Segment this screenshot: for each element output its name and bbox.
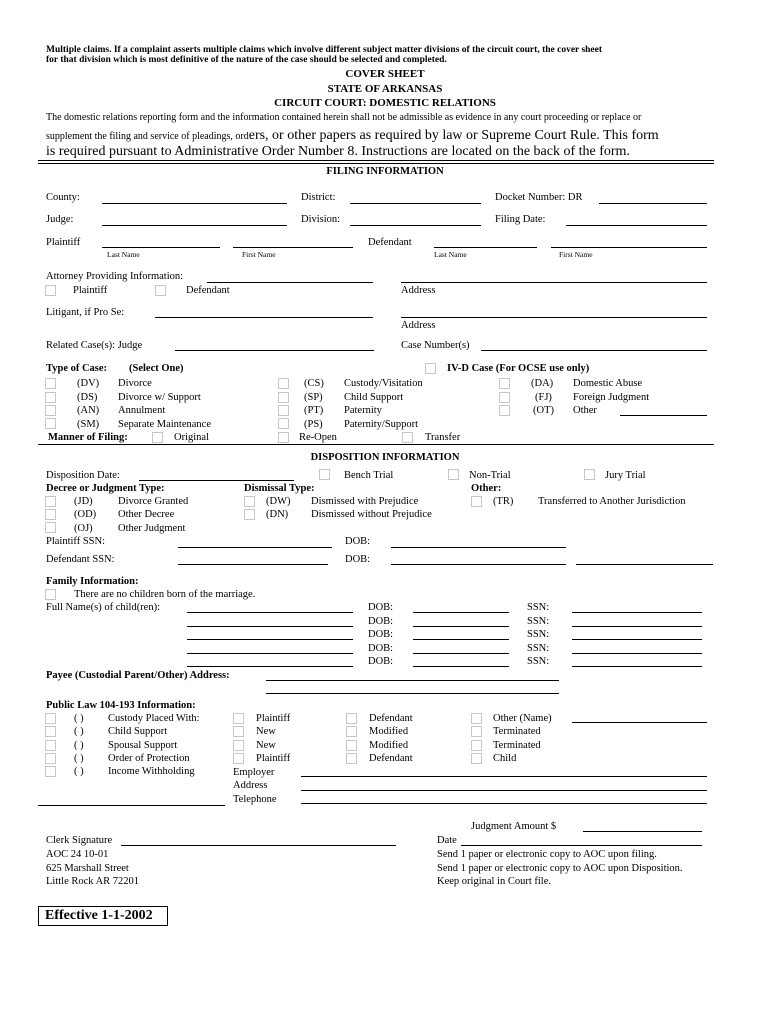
case-label: Paternity [344, 405, 382, 416]
decree-jd-checkbox[interactable] [45, 496, 56, 507]
defendant-ssn-field[interactable] [178, 564, 328, 565]
type-of-case-heading: Type of Case: [46, 363, 108, 374]
pl-a-checkbox[interactable] [233, 713, 244, 724]
pl-b-checkbox[interactable] [346, 726, 357, 737]
pl-item-label: Income Withholding [108, 766, 195, 777]
child-ssn-field[interactable] [572, 639, 702, 640]
decree-od-checkbox[interactable] [45, 509, 56, 520]
child-ssn-label: SSN: [527, 656, 550, 667]
pl-c-checkbox[interactable] [471, 740, 482, 751]
aoc-form-number: AOC 24 10-01 [46, 849, 109, 860]
decree-label: Other Decree [118, 509, 175, 520]
pl-a-checkbox[interactable] [233, 740, 244, 751]
decree-label: Other Judgment [118, 523, 186, 534]
intro-text-2: supplement the filing and service of pleadings, orders, or other papers as required by law or Supreme Court Rule. This form [46, 128, 659, 143]
pl-c-label: Other (Name) [493, 713, 552, 724]
case-label: Domestic Abuse [573, 378, 643, 389]
extra-signature-line[interactable] [38, 805, 225, 806]
plaintiff-last-name-field[interactable] [102, 247, 220, 248]
child-dob-label: DOB: [368, 656, 394, 667]
non-trial-label: Non-Trial [469, 470, 511, 481]
attorney-field[interactable] [207, 282, 373, 283]
case-cs-checkbox[interactable] [278, 378, 289, 389]
district-label: District: [301, 192, 336, 203]
child-ssn-label: SSN: [527, 629, 550, 640]
disposition-date-field[interactable] [139, 480, 294, 481]
case-label: Paternity/Support [344, 419, 419, 430]
plaintiff-first-name-caption: First Name [242, 250, 276, 259]
county-field[interactable] [102, 203, 287, 204]
clerk-date-field[interactable] [461, 845, 702, 846]
related-cases-label: Related Case(s): Judge [46, 340, 143, 351]
header-divider-2 [38, 163, 714, 164]
multiple-claims-note: Multiple claims. If a complaint asserts multiple claims which involve different subject matter divisions of the circuit court, the cover sheet [46, 45, 603, 55]
pl-b-label: Defendant [369, 753, 413, 764]
plaintiff-dob-field[interactable] [391, 547, 566, 548]
defendant-first-name-field[interactable] [551, 247, 707, 248]
defendant-ssn-label: Defendant SSN: [46, 554, 115, 565]
pl-c-label: Child [493, 753, 517, 764]
case-fj-checkbox[interactable] [499, 392, 510, 403]
pl-paren: ( ) [74, 726, 84, 737]
pl-item-label: Custody Placed With: [108, 713, 200, 724]
child-dob-field[interactable] [413, 653, 509, 654]
attorney-address-field[interactable] [401, 282, 707, 283]
plaintiff-dob-label: DOB: [345, 536, 371, 547]
pl-checkbox[interactable] [45, 753, 56, 764]
case-numbers-field[interactable] [481, 350, 707, 351]
case-code: (SM) [77, 419, 100, 430]
case-ot-checkbox[interactable] [499, 405, 510, 416]
employer-address-label: Address [233, 780, 268, 791]
intro-text-3: is required pursuant to Administrative Order Number 8. Instructions are located on the back of the form. [46, 144, 630, 159]
pl-a-label: Plaintiff [256, 713, 291, 724]
judge-label: Judge: [46, 214, 74, 225]
case-label: Other [573, 405, 597, 416]
defendant-label: Defendant [368, 237, 412, 248]
decree-code: (OD) [74, 509, 97, 520]
payee-address-field-2[interactable] [266, 693, 559, 694]
pl-item-label: Child Support [108, 726, 168, 737]
judgment-amount-label: Judgment Amount $ [471, 821, 557, 832]
case-label: Divorce [118, 378, 152, 389]
plaintiff-last-name-caption: Last Name [107, 250, 140, 259]
jury-trial-label: Jury Trial [605, 470, 646, 481]
case-sm-checkbox[interactable] [45, 418, 56, 429]
no-children-label: There are no children born of the marriage. [74, 589, 256, 600]
manner-reopen-checkbox[interactable] [278, 432, 289, 443]
district-field[interactable] [350, 203, 481, 204]
pl-item-label: Order of Protection [108, 753, 190, 764]
pl-b-checkbox[interactable] [346, 753, 357, 764]
filing-date-label: Filing Date: [495, 214, 546, 225]
pl-a-label: New [256, 726, 276, 737]
dismissal-label: Dismissed without Prejudice [311, 509, 432, 520]
attorney-plaintiff-checkbox[interactable] [45, 285, 56, 296]
select-one-note: (Select One) [129, 363, 184, 374]
decree-code: (OJ) [74, 523, 93, 534]
attorney-plaintiff-label: Plaintiff [73, 285, 108, 296]
case-code: (AN) [77, 405, 100, 416]
manner-transfer-checkbox[interactable] [402, 432, 413, 443]
case-numbers-label: Case Number(s) [401, 340, 470, 351]
intro-text-1: The domestic relations reporting form and the information contained herein shall not be admissible as evidence in any court proceeding or replace or [46, 112, 642, 123]
dismissal-code: (DN) [266, 509, 289, 520]
child-ssn-field[interactable] [572, 626, 702, 627]
pl-b-checkbox[interactable] [346, 740, 357, 751]
case-ps-checkbox[interactable] [278, 418, 289, 429]
case-label: Child Support [344, 392, 404, 403]
child-ssn-field[interactable] [572, 666, 702, 667]
public-law-heading: Public Law 104-193 Information: [46, 700, 196, 711]
other-code: (TR) [493, 496, 514, 507]
case-sp-checkbox[interactable] [278, 392, 289, 403]
case-label: Divorce w/ Support [118, 392, 201, 403]
child-ssn-field[interactable] [572, 612, 702, 613]
child-names-label: Full Name(s) of child(ren): [46, 602, 161, 613]
case-other-field[interactable] [620, 415, 707, 416]
other-tr-checkbox[interactable] [471, 496, 482, 507]
child-name-field[interactable] [187, 612, 353, 613]
manner-original-checkbox[interactable] [152, 432, 163, 443]
plaintiff-first-name-field[interactable] [233, 247, 353, 248]
clerk-date-label: Date [437, 835, 457, 846]
attorney-label: Attorney Providing Information: [46, 271, 184, 282]
pl-paren: ( ) [74, 713, 84, 724]
plaintiff-ssn-label: Plaintiff SSN: [46, 536, 106, 547]
defendant-first-name-caption: First Name [559, 250, 593, 259]
case-code: (OT) [533, 405, 554, 416]
attorney-address-label: Address [401, 285, 436, 296]
clerk-signature-field[interactable] [121, 845, 396, 846]
litigant-address-field[interactable] [401, 317, 707, 318]
title-state: STATE OF ARKANSAS [327, 83, 443, 95]
plaintiff-ssn-field[interactable] [178, 547, 332, 548]
litigant-field[interactable] [155, 317, 373, 318]
child-ssn-label: SSN: [527, 616, 550, 627]
jury-trial-checkbox[interactable] [584, 469, 595, 480]
employer-label: Employer [233, 767, 275, 778]
child-name-field[interactable] [187, 666, 353, 667]
child-name-field[interactable] [187, 653, 353, 654]
employer-telephone-label: Telephone [233, 794, 277, 805]
case-label: Foreign Judgment [573, 392, 650, 403]
case-pt-checkbox[interactable] [278, 405, 289, 416]
disposition-date-label: Disposition Date: [46, 470, 120, 481]
case-dv-checkbox[interactable] [45, 378, 56, 389]
child-name-field[interactable] [187, 626, 353, 627]
pl-paren: ( ) [74, 740, 84, 751]
defendant-dob-label: DOB: [345, 554, 371, 565]
decree-type-heading: Decree or Judgment Type: [46, 483, 165, 494]
other-heading: Other: [471, 483, 502, 494]
child-dob-label: DOB: [368, 629, 394, 640]
defendant-extra-field[interactable] [576, 564, 713, 565]
case-code: (CS) [304, 378, 324, 389]
send-disposition-note: Send 1 paper or electronic copy to AOC upon Disposition. [437, 863, 683, 874]
pl-a-checkbox[interactable] [233, 753, 244, 764]
plaintiff-label: Plaintiff [46, 237, 81, 248]
other-label: Transferred to Another Jurisdiction [538, 496, 686, 507]
child-dob-field[interactable] [413, 666, 509, 667]
pl-c-label: Terminated [493, 726, 541, 737]
child-dob-field[interactable] [413, 626, 509, 627]
case-label: Separate Maintenance [118, 419, 211, 430]
case-label: Annulment [118, 405, 166, 416]
pl-paren: ( ) [74, 753, 84, 764]
pl-c-checkbox[interactable] [471, 713, 482, 724]
pl-checkbox[interactable] [45, 713, 56, 724]
clerk-signature-label: Clerk Signature [46, 835, 113, 846]
decree-oj-checkbox[interactable] [45, 522, 56, 533]
multiple-claims-note-2: for that division which is most definitive of the nature of the case should be selected and completed. [46, 55, 447, 65]
bench-trial-label: Bench Trial [344, 470, 394, 481]
payee-address-label: Payee (Custodial Parent/Other) Address: [46, 670, 230, 681]
pl-b-label: Modified [369, 740, 409, 751]
aoc-city: Little Rock AR 72201 [46, 876, 140, 887]
employer-address-field[interactable] [301, 790, 707, 791]
judgment-amount-field[interactable] [583, 831, 702, 832]
pl-checkbox[interactable] [45, 740, 56, 751]
judge-field[interactable] [102, 225, 287, 226]
pl-checkbox[interactable] [45, 766, 56, 777]
header-divider [38, 160, 714, 161]
case-code: (DS) [77, 392, 98, 403]
pl-b-checkbox[interactable] [346, 713, 357, 724]
county-label: County: [46, 192, 80, 203]
child-dob-label: DOB: [368, 602, 394, 613]
employer-field[interactable] [301, 776, 707, 777]
decree-code: (JD) [74, 496, 93, 507]
litigant-label: Litigant, if Pro Se: [46, 307, 125, 318]
attorney-defendant-label: Defendant [186, 285, 230, 296]
ivd-case-checkbox[interactable] [425, 363, 436, 374]
manner-original-label: Original [174, 432, 209, 443]
pl-b-label: Defendant [369, 713, 413, 724]
manner-reopen-label: Re-Open [299, 432, 337, 443]
case-code: (PS) [304, 419, 323, 430]
decree-label: Divorce Granted [118, 496, 189, 507]
pl-a-label: New [256, 740, 276, 751]
division-field[interactable] [350, 225, 481, 226]
dismissal-dw-checkbox[interactable] [244, 496, 255, 507]
pl-a-label: Plaintiff [256, 753, 291, 764]
bench-trial-checkbox[interactable] [319, 469, 330, 480]
payee-address-field[interactable] [266, 680, 559, 681]
defendant-last-name-caption: Last Name [434, 250, 467, 259]
pl-c-label: Terminated [493, 740, 541, 751]
filing-heading: FILING INFORMATION [326, 166, 444, 177]
case-label: Custody/Visitation [344, 378, 423, 389]
aoc-street: 625 Marshall Street [46, 863, 129, 874]
division-label: Division: [301, 214, 341, 225]
disposition-heading: DISPOSITION INFORMATION [310, 452, 460, 463]
case-code: (DV) [77, 378, 100, 389]
attorney-defendant-checkbox[interactable] [155, 285, 166, 296]
defendant-dob-field[interactable] [391, 564, 566, 565]
non-trial-checkbox[interactable] [448, 469, 459, 480]
case-ds-checkbox[interactable] [45, 392, 56, 403]
pl-c-checkbox[interactable] [471, 753, 482, 764]
keep-original-note: Keep original in Court file. [437, 876, 552, 887]
case-code: (DA) [531, 378, 554, 389]
title-cover-sheet: COVER SHEET [345, 68, 425, 80]
pl-item-label: Spousal Support [108, 740, 178, 751]
docket-label: Docket Number: DR [495, 192, 583, 203]
pl-paren: ( ) [74, 766, 84, 777]
child-dob-label: DOB: [368, 616, 394, 627]
case-code: (SP) [304, 392, 323, 403]
dismissal-code: (DW) [266, 496, 291, 507]
child-dob-field[interactable] [413, 612, 509, 613]
send-filing-note: Send 1 paper or electronic copy to AOC upon filing. [437, 849, 657, 860]
child-ssn-field[interactable] [572, 653, 702, 654]
pl-b-label: Modified [369, 726, 409, 737]
pl-checkbox[interactable] [45, 726, 56, 737]
title-court: CIRCUIT COURT: DOMESTIC RELATIONS [274, 97, 496, 109]
family-heading: Family Information: [46, 576, 139, 587]
manner-of-filing-label: Manner of Filing: [48, 432, 128, 443]
dismissal-label: Dismissed with Prejudice [311, 496, 419, 507]
employer-telephone-field[interactable] [301, 803, 707, 804]
manner-transfer-label: Transfer [425, 432, 461, 443]
litigant-address-label: Address [401, 320, 436, 331]
pl-c-checkbox[interactable] [471, 726, 482, 737]
filing-divider [38, 444, 714, 445]
effective-date: Effective 1-1-2002 [45, 908, 153, 923]
ivd-case-label: IV-D Case (For OCSE use only) [447, 363, 590, 374]
child-ssn-label: SSN: [527, 643, 550, 654]
docket-field[interactable] [599, 203, 707, 204]
dismissal-dn-checkbox[interactable] [244, 509, 255, 520]
dismissal-type-heading: Dismissal Type: [244, 483, 315, 494]
pl-other-name-field[interactable] [572, 722, 707, 723]
filing-date-field[interactable] [566, 225, 707, 226]
case-code: (FJ) [535, 392, 552, 403]
case-an-checkbox[interactable] [45, 405, 56, 416]
pl-a-checkbox[interactable] [233, 726, 244, 737]
related-judge-field[interactable] [175, 350, 374, 351]
case-code: (PT) [304, 405, 324, 416]
child-dob-label: DOB: [368, 643, 394, 654]
child-name-field[interactable] [187, 639, 353, 640]
no-children-checkbox[interactable] [45, 589, 56, 600]
case-da-checkbox[interactable] [499, 378, 510, 389]
defendant-last-name-field[interactable] [434, 247, 537, 248]
child-ssn-label: SSN: [527, 602, 550, 613]
child-dob-field[interactable] [413, 639, 509, 640]
